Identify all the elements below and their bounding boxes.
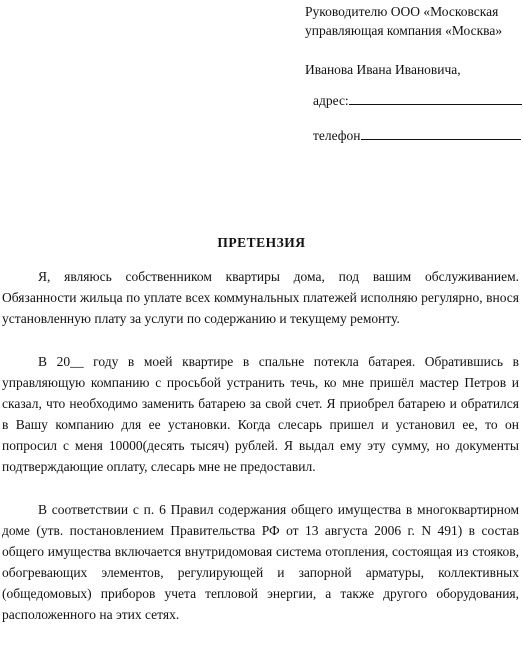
phone-blank-line [361,125,521,140]
addressee-block [305,2,520,79]
paragraph-3: В соответствии с п. 6 Правил содержания общего имущества в многоквартирном доме (утв. постановлением Правительства РФ от 13 августа 2006 г. N 491) в состав общего имущества включается внутридомовая система отопления, состоящая из стояков, обогревающих элементов, регулирующей и запорной арматуры, коллективных (общедомовых) приборов учета тепловой энергии, а также другого оборудования, расположенного на этих сетях. [2,502,519,622]
addressee-line-1: Руководителю ООО «Московская [305,4,499,19]
document-body [2,266,519,647]
address-blank-line [349,90,522,105]
sender-name: Иванова Ивана Ивановича, [305,62,461,77]
paragraph-1: Я, являюсь собственником квартиры дома, под вашим обслуживанием. Обязанности жильца по уплате всех коммунальных платежей исполняю регулярно, внося установленную плату за услуги по содержанию и текущему ремонту. [2,269,519,326]
addressee-line-2: управляющая компания «Москва» [305,23,503,38]
phone-label: телефон [313,128,361,143]
address-field [313,90,522,109]
paragraph-2: В 20__ году в моей квартире в спальне потекла батарея. Обратившись в управляющую компанию с просьбой устранить течь, ко мне пришёл мастер Петров и сказал, что необходимо заменить батарею за свой счет. Я приобрел батарею и обратился в Вашу компанию для ее установки. Когда слесарь пришел и установил ее, то он попросил с меня 10000(десять тысяч) рублей. Я выдал ему эту сумму, но документы подтверждающие оплату, слесарь мне не предоставил. [2,354,519,474]
document-title: ПРЕТЕНЗИЯ [217,235,306,250]
address-label: адрес: [313,93,349,108]
phone-field [313,125,521,144]
